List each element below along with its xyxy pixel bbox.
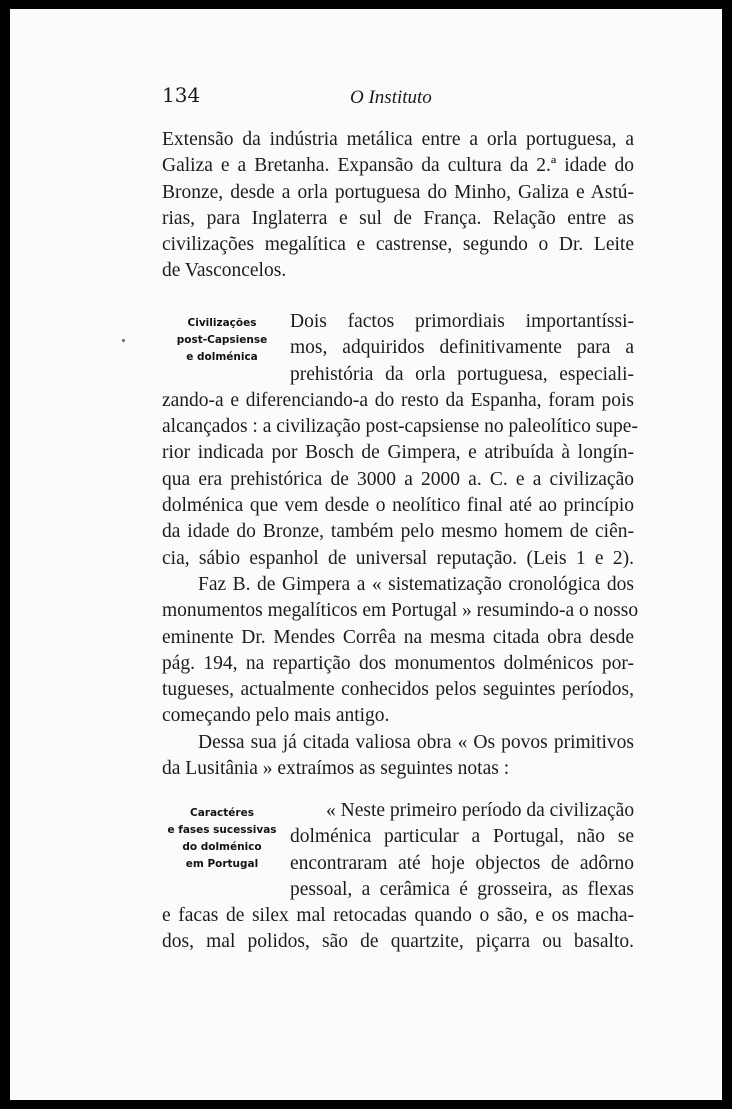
text-line: Dois factos primordiais importantíssi- <box>290 311 634 332</box>
text-line: alcançados : a civilização post-capsiense no paleolítico supe- <box>162 416 638 438</box>
side-note-line: e dolménica <box>186 351 258 363</box>
text-line: rior indicada por Bosch de Gimpera, e atribuída à longín- <box>162 442 634 464</box>
side-note-line: e fases sucessivas <box>167 824 277 836</box>
text-line: « Neste primeiro período da civilização <box>326 800 635 821</box>
side-note-line: Civilizações <box>187 317 257 329</box>
text-line: de Vasconcelos. <box>162 260 287 282</box>
paragraph-2 <box>162 309 638 572</box>
book-page <box>10 9 722 1100</box>
text-line: Galiza e a Bretanha. Expansão da cultura da 2.ª idade do <box>162 155 634 177</box>
text-line: prehistória da orla portuguesa, especiali- <box>290 363 634 385</box>
text-line: dos, mal polidos, são de quartzite, piçarra ou basalto. <box>162 931 634 953</box>
text-line: Bronze, desde a orla portuguesa do Minho, Galiza e Astú- <box>162 181 634 203</box>
text-line: mos, adquiridos definitivamente para a <box>290 337 634 359</box>
paragraph-3 <box>162 572 639 730</box>
text-line: cia, sábio espanhol de universal reputação. (Leis 1 e 2). <box>162 547 634 569</box>
side-note-line: do dolménico <box>182 841 262 853</box>
text-line: monumentos megalíticos em Portugal » resumindo-a o nosso <box>162 600 639 622</box>
side-note-line: em Portugal <box>185 858 259 870</box>
running-title: O Instituto <box>350 87 432 108</box>
text-line: dolménica particular a Portugal, não se <box>290 826 634 848</box>
text-line: Extensão da indústria metálica entre a orla portuguesa, a <box>162 129 634 150</box>
text-line: qua era prehistórica de 3000 a 2000 a. C. e a civilização <box>162 468 634 490</box>
text-line: pág. 194, na repartição dos monumentos dolménicos por- <box>162 652 634 674</box>
text-line: zando-a e diferenciando-a do resto da Espanha, foram pois <box>162 389 634 411</box>
text-line: tugueses, actualmente conhecidos pelos seguintes períodos, <box>162 679 634 701</box>
text-line: civilizações megalítica e castrense, segundo o Dr. Leite <box>162 234 634 256</box>
page-number: 134 <box>162 83 201 107</box>
paragraph-5 <box>162 798 634 956</box>
print-speck <box>122 339 125 342</box>
side-note-line: post-Capsiense <box>176 334 268 346</box>
text-line: Dessa sua já citada valiosa obra « Os povos primitivos <box>198 732 634 753</box>
side-note-line: Caractéres <box>190 807 254 819</box>
text-line: começando pelo mais antigo. <box>162 705 390 727</box>
text-line: da Lusitânia » extraímos as seguintes notas : <box>162 758 510 780</box>
text-line: encontraram até hoje objectos de adôrno <box>290 852 634 874</box>
text-line: rias, para Inglaterra e sul de França. Relação entre as <box>162 207 634 229</box>
text-line: da idade do Bronze, também pelo mesmo homem de ciên- <box>162 521 634 543</box>
text-line: dolménica que vem desde o neolítico final até ao princípio <box>162 495 634 517</box>
paragraph-4 <box>162 730 634 783</box>
text-line: e facas de silex mal retocadas quando o são, e os macha- <box>162 905 634 927</box>
text-line: Faz B. de Gimpera a « sistematização cronológica dos <box>198 574 634 595</box>
text-line: pessoal, a cerâmica é grosseira, as flexas <box>290 878 634 900</box>
paragraph-1 <box>162 127 634 285</box>
text-line: eminente Dr. Mendes Corrêa na mesma citada obra desde <box>162 626 634 648</box>
